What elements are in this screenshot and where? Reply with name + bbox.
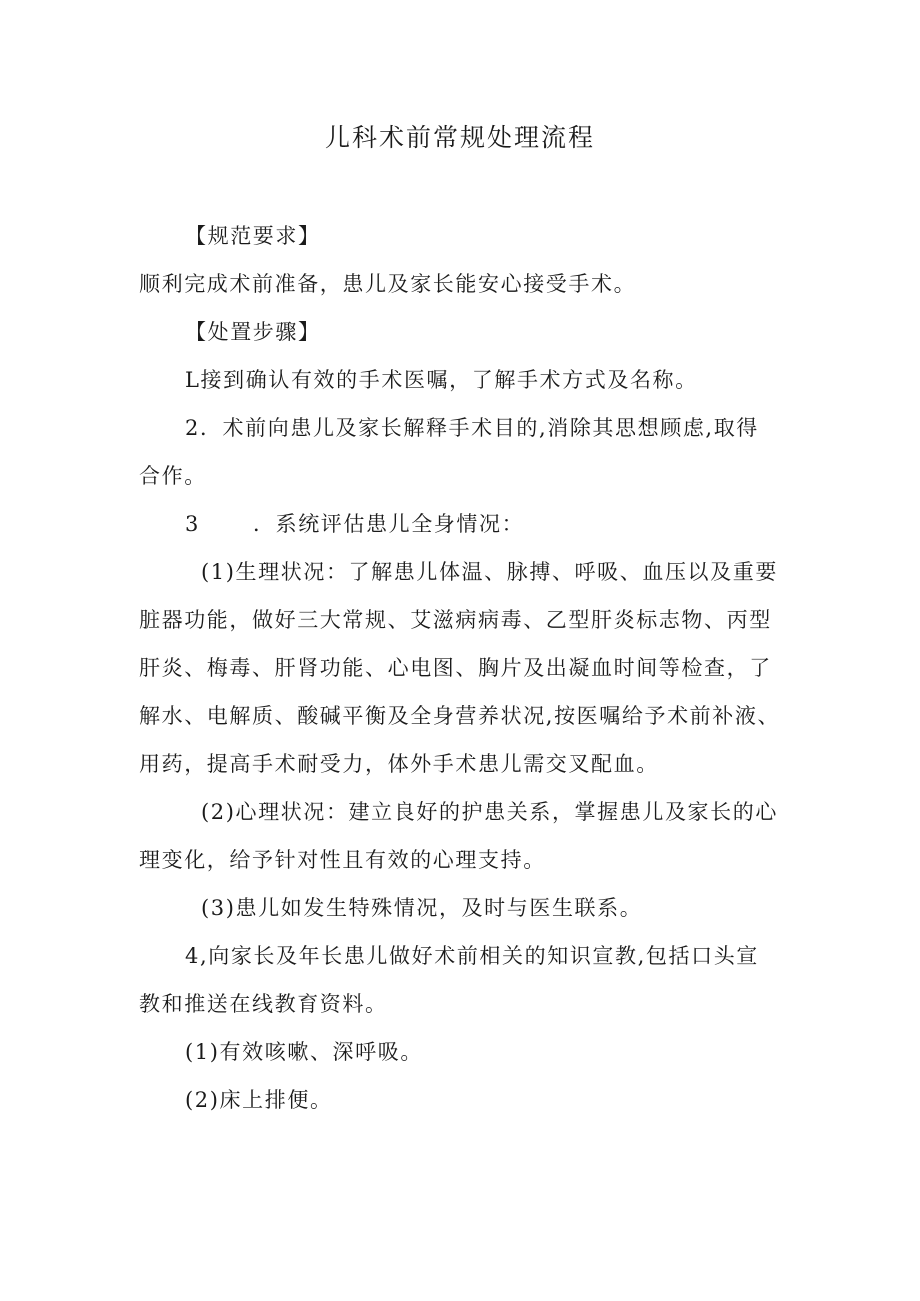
step-3-sub-1-line-5: 用药，提高手术耐受力，体外手术患儿需交叉配血。 xyxy=(139,752,659,776)
step-3-sub-1-line-1: (1)生理状况：了解患儿体温、脉搏、呼吸、血压以及重要 xyxy=(201,560,778,584)
step-3-sub-2-line-1: (2)心理状况：建立良好的护患关系，掌握患儿及家长的心 xyxy=(201,800,778,824)
step-4-line-1: 4,向家长及年长患儿做好术前相关的知识宣教,包括口头宣 xyxy=(185,944,759,968)
step-4-line-2: 教和推送在线教育资料。 xyxy=(139,992,388,1016)
step-1: L接到确认有效的手术医嘱，了解手术方式及名称。 xyxy=(185,368,698,392)
step-2-line-1: 2．术前向患儿及家长解释手术目的,消除其思想顾虑,取得 xyxy=(185,416,759,440)
step-3 xyxy=(139,500,787,548)
step-3-sub-3: (3)患儿如发生特殊情况，及时与医生联系。 xyxy=(201,896,643,920)
step-3-number: 3 xyxy=(185,512,200,536)
requirement-heading: 【规范要求】 xyxy=(185,224,321,248)
step-3-sub-1-line-4: 解水、电解质、酸碱平衡及全身营养状况,按医嘱给予术前补液、 xyxy=(139,704,781,728)
document-body xyxy=(139,212,787,1124)
step-3-sub-1-line-3: 肝炎、梅毒、肝肾功能、心电图、胸片及出凝血时间等检查，了 xyxy=(139,656,772,680)
step-3-sub-1-line-2: 脏器功能，做好三大常规、艾滋病病毒、乙型肝炎标志物、丙型 xyxy=(139,608,772,632)
document-title: 儿科术前常规处理流程 xyxy=(324,123,595,152)
step-3-text: ．系统评估患儿全身情况： xyxy=(253,512,525,536)
requirement-text: 顺利完成术前准备，患儿及家长能安心接受手术。 xyxy=(139,272,637,296)
step-4-sub-1: (1)有效咳嗽、深呼吸。 xyxy=(185,1040,423,1064)
step-2-line-2: 合作。 xyxy=(139,464,207,488)
step-4-sub-2: (2)床上排便。 xyxy=(185,1088,333,1112)
step-3-sub-2-line-2: 理变化，给予针对性且有效的心理支持。 xyxy=(139,848,546,872)
steps-heading: 【处置步骤】 xyxy=(185,320,321,344)
